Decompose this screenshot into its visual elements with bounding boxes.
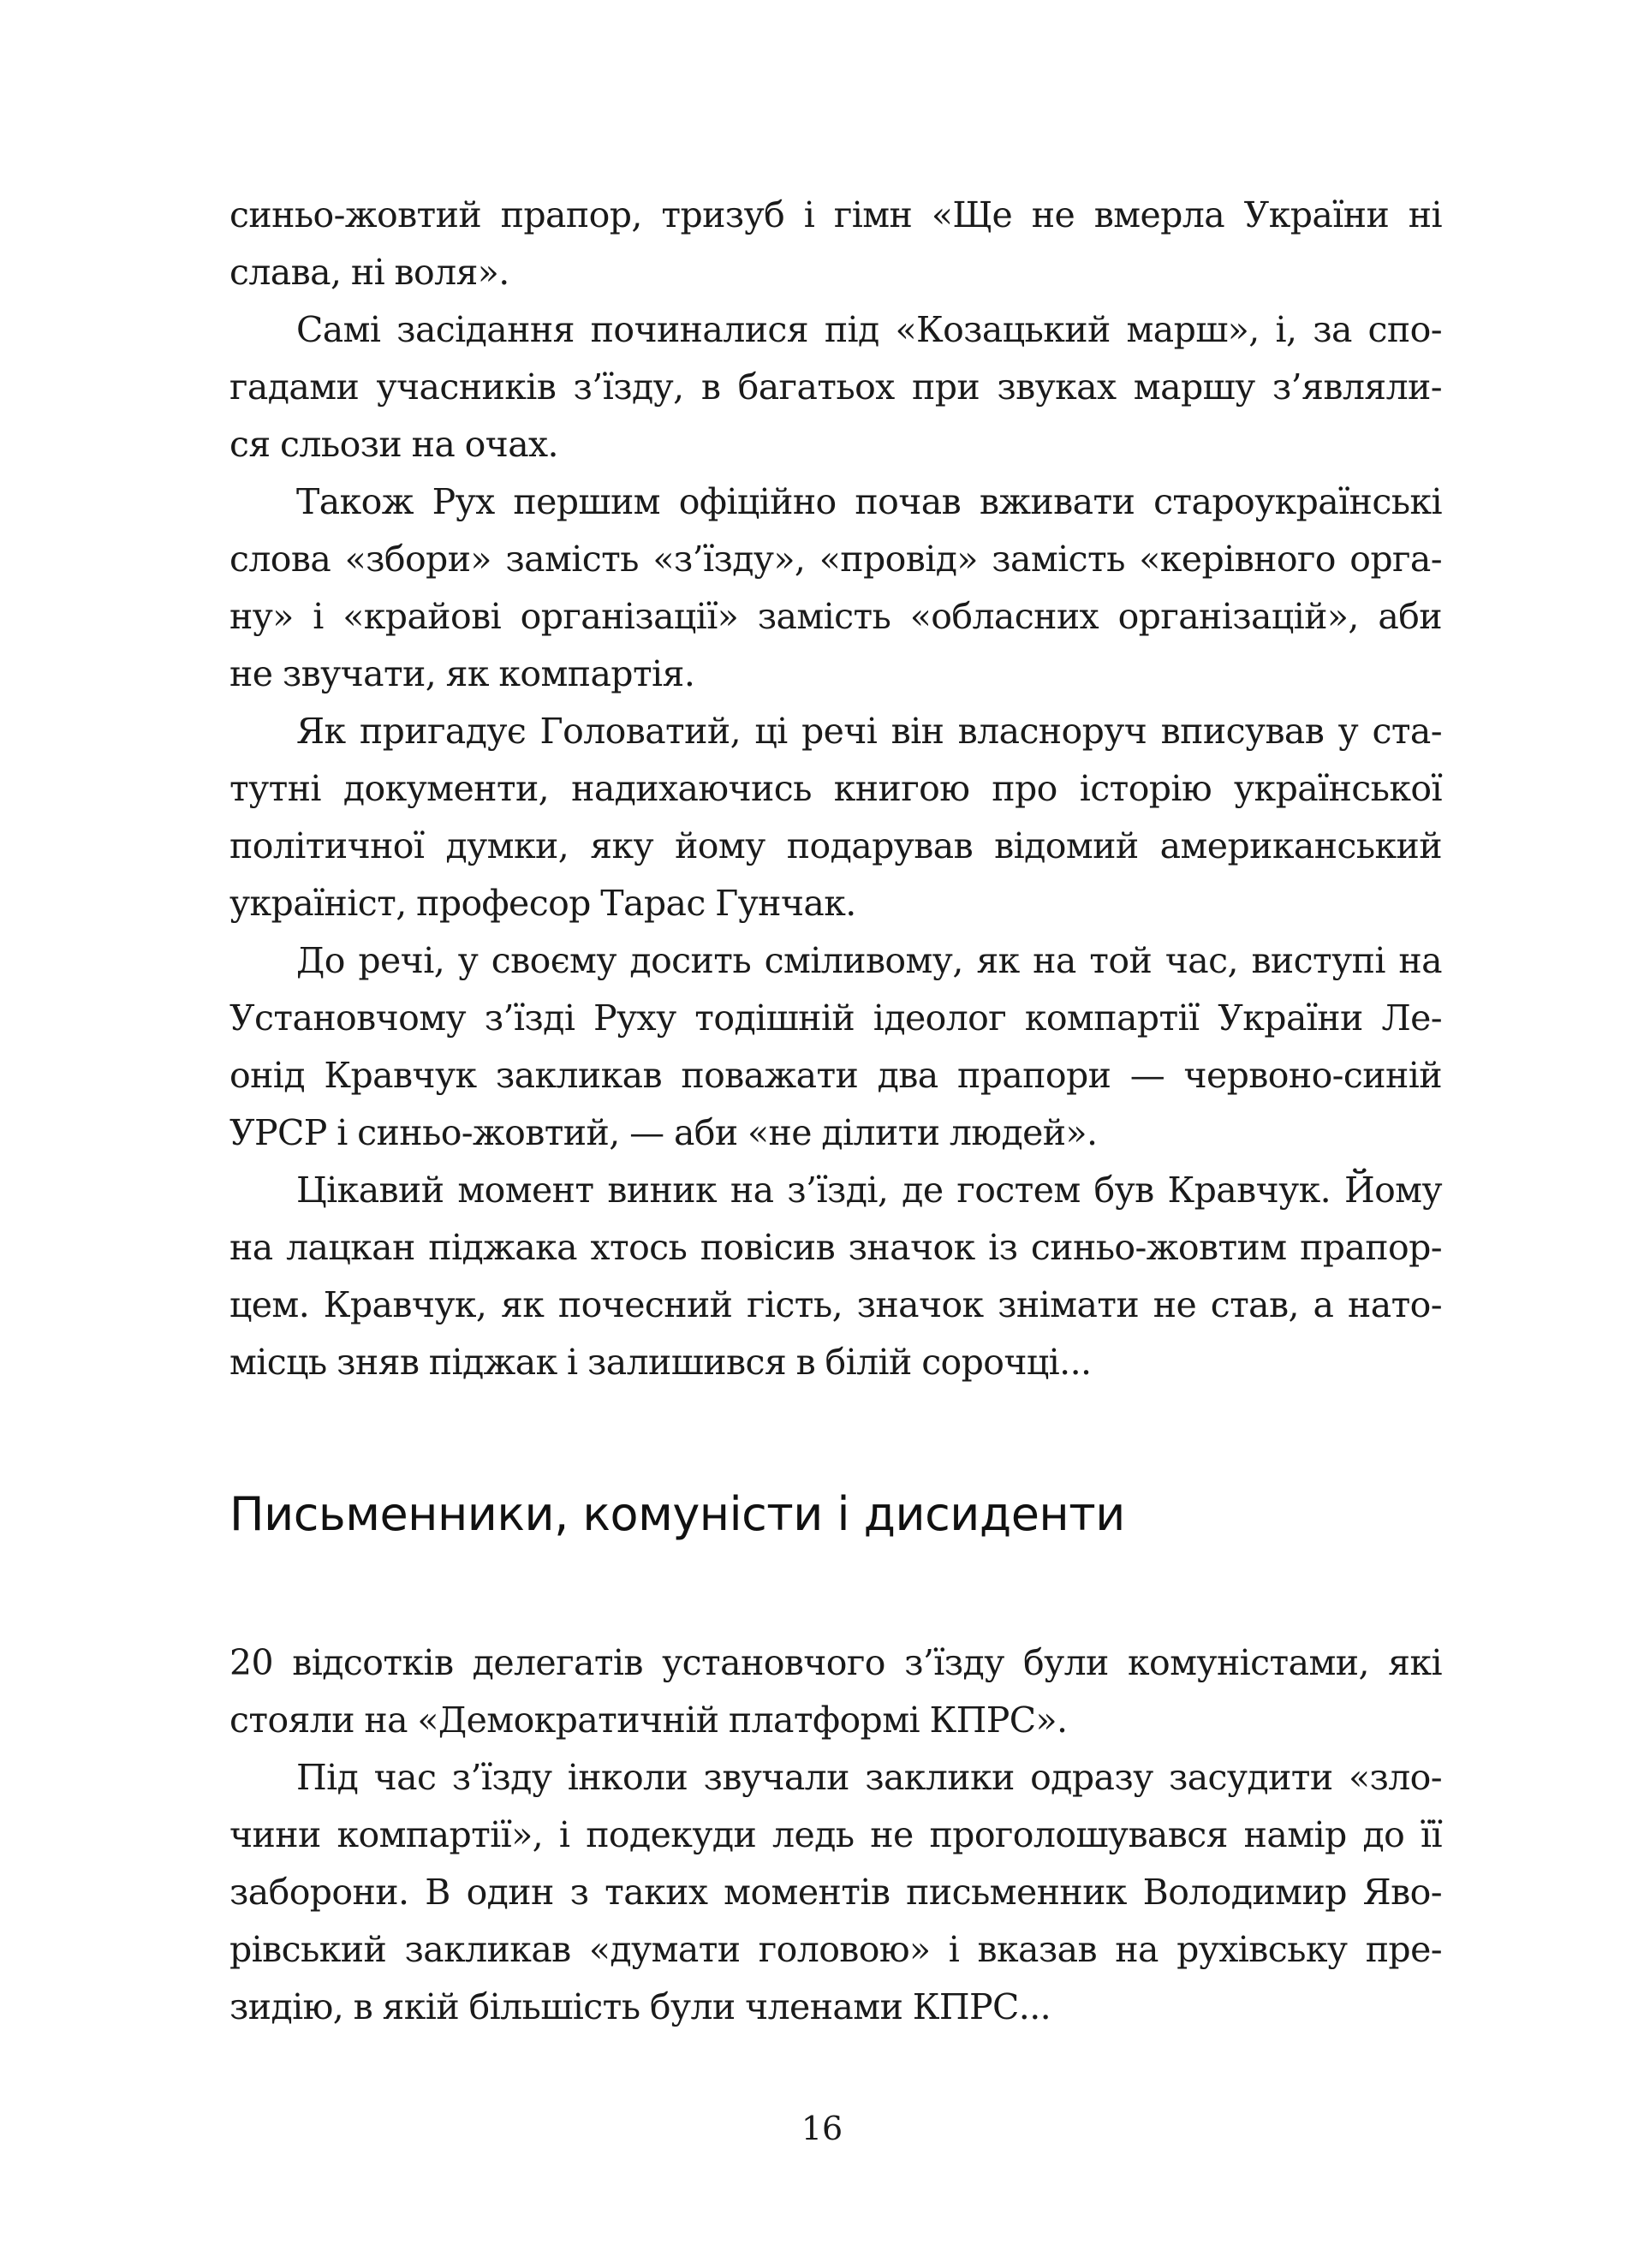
section-2-body	[229, 1634, 1442, 2036]
book-page	[229, 187, 1442, 2036]
page-number: 16	[801, 2110, 843, 2147]
text-line: заборони. В один з таких моментів письменник Володимир Яво-	[229, 1872, 1442, 1913]
text-line: місць зняв піджак і залишився в білій сорочці...	[229, 1342, 1092, 1383]
text-line: Установчому з’їзді Руху тодішній ідеолог компартії України Ле-	[229, 997, 1442, 1039]
text-line: Також Рух першим офіційно почав вживати староукраїнські	[296, 481, 1442, 522]
text-line: Під час з’їзду інколи звучали заклики одразу засудити «зло-	[296, 1757, 1442, 1798]
text-line: стояли на «Демократичній платформі КПРС».	[229, 1700, 1068, 1741]
text-line: ну» і «крайові організації» замість «обласних організацій», аби	[229, 596, 1442, 637]
text-line: на лацкан піджака хтось повісив значок із синьо-жовтим прапор-	[229, 1227, 1442, 1268]
text-line: не звучати, як компартія.	[229, 653, 695, 694]
text-line: До речі, у своєму досить сміливому, як на той час, виступі на	[296, 940, 1442, 981]
text-line: УРСР і синьо-жовтий, — аби «не ділити людей».	[229, 1112, 1098, 1153]
text-line: україніст, професор Тарас Гунчак.	[229, 883, 856, 924]
text-line: Самі засідання починалися під «Козацький марш», і, за спо-	[296, 309, 1442, 350]
section-heading: Письменники, комуністи і дисиденти	[229, 1487, 1125, 1541]
text-line: слова «збори» замість «з’їзду», «провід» замість «керівного орга-	[229, 539, 1442, 580]
text-line: ся сльози на очах.	[229, 424, 558, 465]
text-line: онід Кравчук закликав поважати два прапори — червоно-синій	[229, 1055, 1442, 1096]
text-line: слава, ні воля».	[229, 252, 509, 293]
text-line: гадами учасників з’їзду, в багатьох при звуках маршу з’являли-	[229, 366, 1442, 408]
text-line: політичної думки, яку йому подарував відомий американський	[229, 825, 1442, 866]
text-line: Як пригадує Головатий, ці речі він власноруч вписував у ста-	[296, 711, 1442, 752]
text-line: зидію, в якій більшість були членами КПРС...	[229, 1986, 1051, 2027]
text-line: цем. Кравчук, як почесний гість, значок знімати не став, а нато-	[229, 1284, 1442, 1325]
section-1-body	[229, 187, 1442, 1391]
text-line: 20 відсотків делегатів установчого з’їзду були комуністами, які	[229, 1642, 1442, 1683]
text-line: чини компартії», і подекуди ледь не проголошувався намір до її	[229, 1814, 1442, 1855]
text-line: тутні документи, надихаючись книгою про історію української	[229, 768, 1442, 809]
text-line: рівський закликав «думати головою» і вказав на рухівську пре-	[229, 1929, 1442, 1970]
text-line: синьо-жовтий прапор, тризуб і гімн «Ще не вмерла України ні	[229, 194, 1442, 235]
text-line: Цікавий момент виник на з’їзді, де гостем був Кравчук. Йому	[296, 1170, 1442, 1211]
